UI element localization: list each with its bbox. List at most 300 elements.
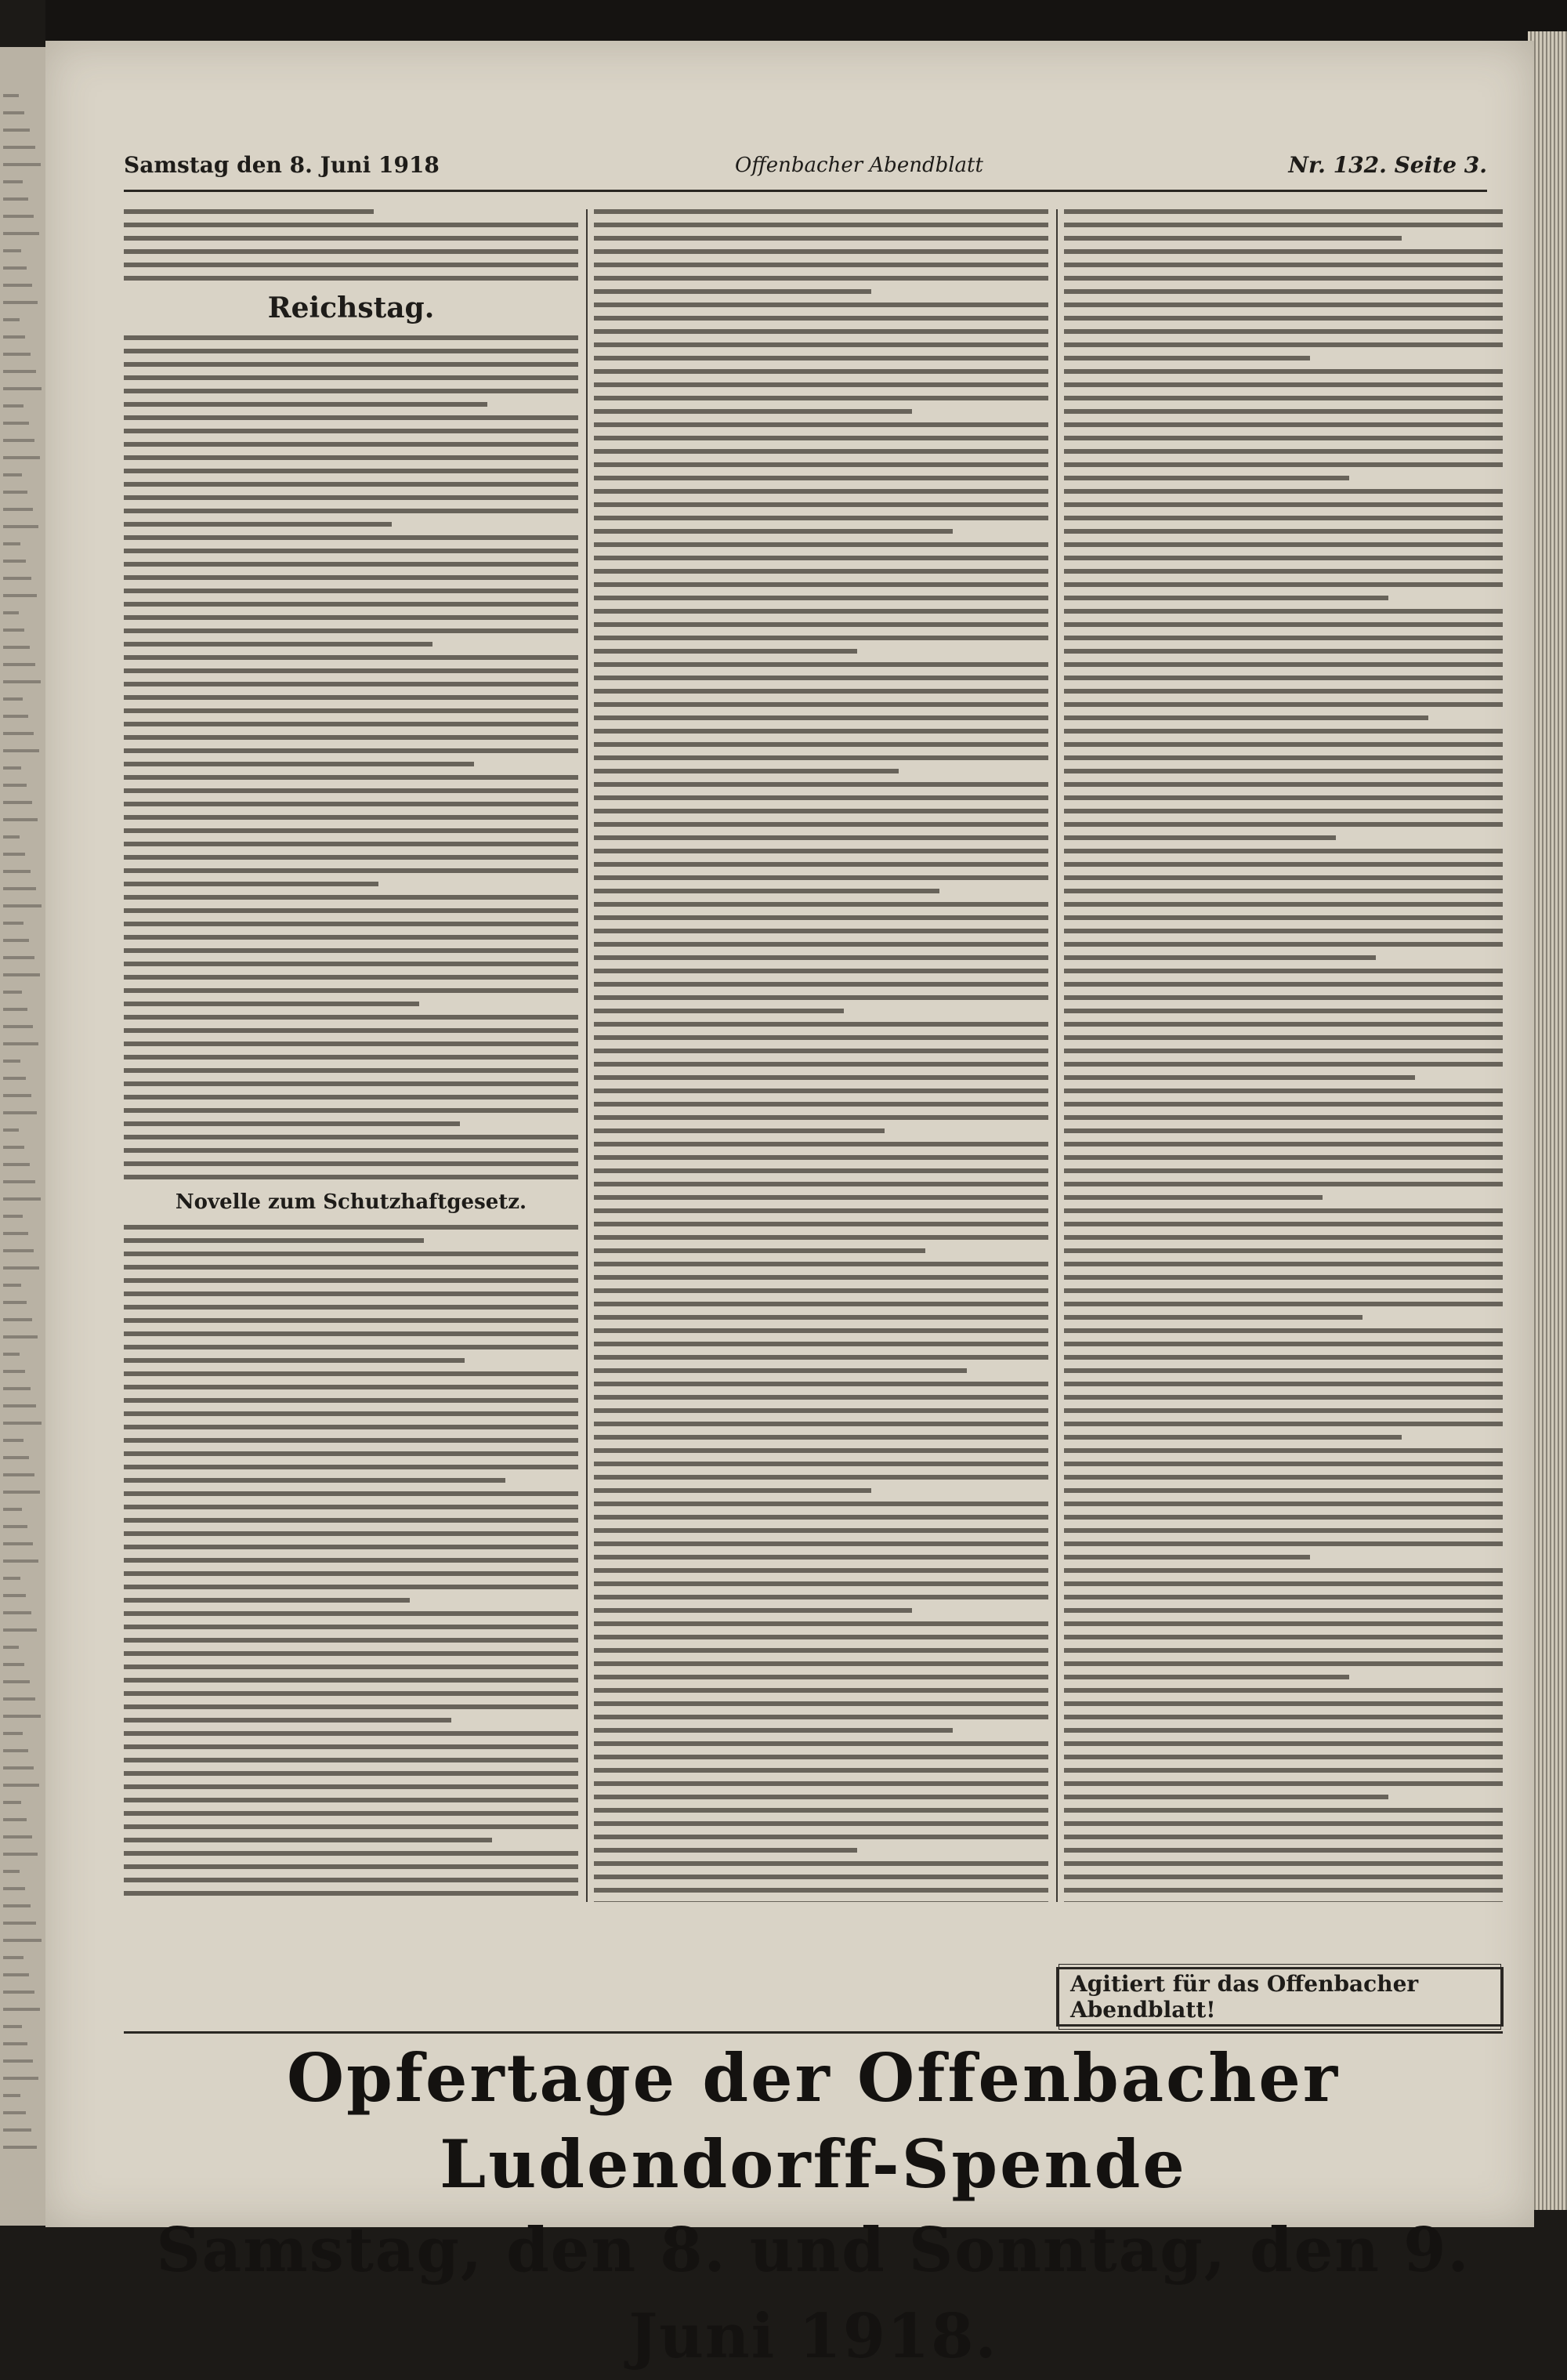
text-line [1064, 942, 1503, 947]
text-line [124, 223, 578, 227]
advert-text: Agitiert für das Offenbacher Abendblatt! [1059, 1964, 1501, 2030]
text-line [594, 1635, 1048, 1639]
text-line [1064, 529, 1503, 534]
text-line [3, 1611, 31, 1614]
text-line [594, 342, 1048, 347]
text-line [594, 1741, 1048, 1746]
text-line [3, 1370, 25, 1373]
text-line [1064, 422, 1503, 427]
text-line [1064, 955, 1376, 960]
text-line [594, 223, 1048, 227]
text-line [594, 1288, 1048, 1293]
text-line [594, 942, 1048, 947]
text-line [124, 1598, 410, 1603]
text-line [124, 442, 578, 447]
text-line [1064, 1009, 1503, 1013]
text-line [594, 889, 939, 893]
text-line [3, 1922, 36, 1925]
text-line [3, 491, 27, 494]
text-line [1064, 1062, 1503, 1067]
text-line [594, 1581, 1048, 1586]
text-line [1064, 1235, 1503, 1240]
text-line [3, 1163, 30, 1166]
header-date: Samstag den 8. Juni 1918 [124, 152, 440, 178]
text-line [124, 788, 578, 793]
text-line [594, 316, 1048, 321]
text-line [3, 1525, 27, 1528]
text-line [594, 995, 1048, 1000]
text-line [124, 1718, 451, 1723]
text-line [3, 1387, 31, 1390]
text-line [594, 795, 1048, 800]
text-line [594, 915, 1048, 920]
text-line [124, 1838, 492, 1842]
text-line [1064, 1741, 1503, 1746]
text-line [124, 1811, 578, 1816]
text-line [124, 349, 578, 353]
text-line [3, 404, 24, 408]
text-line [594, 263, 1048, 267]
text-line [124, 1238, 424, 1243]
scan-top-border [45, 0, 1567, 44]
text-line [1064, 742, 1503, 747]
text-line [1064, 382, 1503, 387]
text-line [594, 1608, 912, 1613]
text-line [124, 1278, 578, 1283]
text-line [3, 2042, 27, 2045]
text-line [124, 695, 578, 700]
text-line [594, 1208, 1048, 1213]
text-line [594, 569, 1048, 574]
text-line [1064, 835, 1336, 840]
text-line [1064, 1648, 1503, 1653]
text-line [594, 489, 1048, 494]
text-line [594, 1688, 1048, 1693]
text-line [594, 1728, 953, 1733]
text-line [124, 1398, 578, 1403]
text-line [594, 742, 1048, 747]
text-line [1064, 929, 1503, 933]
text-line [3, 439, 34, 442]
text-line [3, 1663, 24, 1666]
text-line [3, 1853, 38, 1856]
text-line [1064, 1835, 1503, 1839]
text-line [3, 1335, 38, 1339]
text-line [3, 904, 42, 907]
text-line [1064, 1701, 1503, 1706]
text-line [1064, 542, 1503, 547]
text-line [3, 422, 29, 425]
text-line [124, 1665, 578, 1669]
text-line [1064, 236, 1402, 241]
text-line [594, 516, 1048, 520]
text-line [124, 1558, 578, 1563]
text-line [3, 232, 39, 235]
text-line [124, 1758, 578, 1762]
text-line [124, 1491, 578, 1496]
text-line [124, 276, 578, 281]
text-line [1064, 1115, 1503, 1120]
text-line [1064, 1382, 1503, 1386]
text-line [594, 1528, 1048, 1533]
text-line [594, 476, 1048, 480]
text-line [124, 895, 578, 900]
text-line [594, 382, 1048, 387]
text-line [3, 1939, 42, 1942]
text-line [124, 828, 578, 833]
text-line [124, 209, 374, 214]
text-line [1064, 1049, 1503, 1053]
text-line [124, 988, 578, 993]
text-line [124, 589, 578, 593]
text-line [124, 1744, 578, 1749]
text-line [3, 508, 33, 511]
text-line [594, 676, 1048, 680]
text-line [1064, 795, 1503, 800]
text-line [594, 1222, 1048, 1226]
text-line [124, 1531, 578, 1536]
text-line [1064, 596, 1388, 600]
text-line [1064, 1595, 1503, 1599]
text-line [3, 335, 25, 339]
text-line [1064, 1288, 1503, 1293]
text-line [124, 509, 578, 513]
text-line [3, 1473, 34, 1476]
text-line [1064, 1462, 1503, 1466]
text-line [594, 1342, 1048, 1346]
text-line [594, 729, 1048, 734]
text-line [124, 402, 487, 407]
text-line [594, 396, 1048, 400]
text-line [594, 662, 1048, 667]
text-line [3, 2094, 20, 2097]
header-paper: Offenbacher Abendblatt [735, 154, 983, 177]
text-line [1064, 1075, 1415, 1080]
text-line [594, 502, 1048, 507]
text-line [3, 1904, 31, 1907]
text-line [124, 922, 578, 926]
text-line [3, 939, 29, 942]
text-line [124, 815, 578, 820]
text-line [3, 1697, 35, 1701]
text-line [1064, 902, 1503, 907]
text-line [124, 1055, 578, 1060]
text-line [3, 801, 32, 804]
text-line [594, 1848, 857, 1853]
text-line [124, 1161, 578, 1166]
text-line [3, 1094, 31, 1097]
text-line [594, 289, 871, 294]
text-line [594, 849, 1048, 853]
text-line [124, 802, 578, 806]
column-rule [586, 209, 588, 1902]
text-line [3, 1008, 27, 1011]
text-line [1064, 1502, 1503, 1506]
text-line [3, 577, 31, 580]
text-line [594, 1422, 1048, 1426]
text-line [124, 1305, 578, 1310]
text-line [594, 1089, 1048, 1093]
text-line [594, 1648, 1048, 1653]
text-line [124, 722, 578, 726]
text-line [1064, 1342, 1503, 1346]
text-line [1064, 1661, 1503, 1666]
text-line [3, 1887, 25, 1890]
text-line [594, 542, 1048, 547]
text-line [3, 1559, 38, 1563]
text-line [1064, 409, 1503, 414]
text-line [594, 622, 1048, 627]
text-line [124, 429, 578, 433]
text-line [1064, 1541, 1503, 1546]
text-line [1064, 1795, 1388, 1799]
text-line [594, 702, 1048, 707]
text-line [3, 973, 40, 976]
text-line [594, 1168, 1048, 1173]
text-line [124, 1505, 578, 1509]
text-line [1064, 702, 1503, 707]
text-line [124, 415, 578, 420]
text-line [124, 1148, 578, 1153]
text-line [1064, 1262, 1503, 1266]
text-line [1064, 209, 1503, 214]
text-line [124, 935, 578, 940]
text-line [594, 835, 1048, 840]
text-line [124, 1331, 578, 1336]
text-line [124, 236, 578, 241]
text-line [594, 1888, 1048, 1893]
text-line [594, 1155, 1048, 1160]
text-line [124, 1015, 578, 1020]
text-line [594, 1315, 1048, 1320]
text-line [1064, 1355, 1503, 1360]
text-line [124, 602, 578, 607]
adjacent-page-sliver [0, 47, 49, 2226]
text-line [1064, 969, 1503, 973]
text-line [124, 535, 578, 540]
text-line [3, 1025, 33, 1028]
text-line [594, 809, 1048, 813]
text-line [1064, 809, 1503, 813]
text-line [3, 2008, 40, 2011]
text-line [124, 1585, 578, 1589]
text-line [594, 1541, 1048, 1546]
text-line [594, 1115, 1048, 1120]
text-line [3, 111, 24, 114]
text-line [594, 1435, 1048, 1440]
text-line [3, 542, 20, 545]
text-line [3, 94, 19, 97]
text-line [3, 2077, 38, 2080]
text-line [594, 782, 1048, 787]
text-line [1064, 729, 1503, 734]
text-line [1064, 1128, 1503, 1133]
text-line [124, 1358, 465, 1363]
text-line [1064, 396, 1503, 400]
text-line [1064, 1568, 1503, 1573]
text-line [124, 263, 578, 267]
text-line [3, 1594, 26, 1597]
text-line [1064, 782, 1503, 787]
text-line [594, 529, 953, 534]
text-line [3, 1266, 39, 1270]
text-line [1064, 755, 1503, 760]
text-line [1064, 849, 1503, 853]
text-line [124, 362, 578, 367]
text-line [3, 1215, 23, 1218]
text-line [594, 715, 1048, 720]
text-line [594, 1715, 1048, 1719]
text-line [594, 1861, 1048, 1866]
text-line [1064, 1608, 1503, 1613]
banner-line-1: Opfertage der Offenbacher Ludendorff-Spende [286, 2039, 1341, 2203]
text-line [3, 1766, 34, 1770]
text-line [594, 1302, 1048, 1306]
text-line [124, 562, 578, 567]
text-line [594, 1102, 1048, 1107]
text-line [1064, 1675, 1349, 1679]
text-line [124, 1571, 578, 1576]
text-line [124, 1638, 578, 1643]
text-line [1064, 1768, 1503, 1773]
text-line [594, 1488, 871, 1493]
text-line [3, 197, 28, 201]
banner-ludendorff-spende [124, 2031, 1503, 2372]
text-line [594, 1182, 1048, 1186]
text-line [594, 276, 1048, 281]
text-line [124, 495, 578, 500]
text-line [3, 370, 36, 373]
text-line [124, 735, 578, 740]
text-line [1064, 915, 1503, 920]
text-line [124, 1095, 578, 1099]
text-line [3, 2059, 33, 2063]
text-line [1064, 1515, 1503, 1520]
text-line [124, 668, 578, 673]
text-line [1064, 1208, 1503, 1213]
text-line [594, 1835, 1048, 1839]
text-line [124, 842, 578, 846]
text-line [1064, 223, 1503, 227]
text-line [594, 1262, 1048, 1266]
text-line [124, 1465, 578, 1469]
text-line [594, 369, 1048, 374]
text-line [124, 455, 578, 460]
text-line [3, 1646, 19, 1649]
text-line [594, 1448, 1048, 1453]
heading-novelle: Novelle zum Schutzhaftgesetz. [175, 1190, 527, 1214]
text-line [124, 1252, 578, 1256]
text-line [3, 1801, 21, 1804]
text-line [3, 1180, 35, 1183]
text-line [124, 1798, 578, 1802]
heading-reichstag: Reichstag. [267, 292, 435, 324]
text-line [124, 1691, 578, 1696]
text-line [594, 609, 1048, 614]
text-line [3, 646, 30, 649]
text-line [3, 1818, 27, 1821]
text-line [594, 582, 1048, 587]
text-line [1064, 556, 1503, 560]
advert-box [1056, 1967, 1504, 2027]
text-line [1064, 1888, 1503, 1893]
text-line [124, 1851, 578, 1856]
text-line [1064, 569, 1503, 574]
text-line [1064, 1195, 1323, 1200]
text-line [594, 822, 1048, 827]
text-line [594, 1901, 1048, 1902]
text-line [124, 948, 578, 953]
text-line [124, 1545, 578, 1549]
text-line [594, 1462, 1048, 1466]
text-line [3, 1128, 19, 1132]
text-line [594, 356, 1048, 360]
text-line [124, 762, 474, 766]
text-line [1064, 1901, 1503, 1902]
text-line [594, 1035, 1048, 1040]
text-line [1064, 316, 1503, 321]
text-line [3, 2128, 31, 2132]
text-line [3, 1542, 33, 1545]
text-line [1064, 822, 1503, 827]
text-line [124, 975, 578, 980]
text-line [124, 655, 578, 660]
text-line [594, 1568, 1048, 1573]
text-line [1064, 1821, 1503, 1826]
text-line [3, 249, 21, 252]
text-line [594, 329, 1048, 334]
text-line [1064, 676, 1503, 680]
text-line [1064, 263, 1503, 267]
text-line [3, 2146, 37, 2149]
text-line [594, 982, 1048, 987]
text-line [3, 129, 30, 132]
text-line [594, 249, 1048, 254]
text-line [124, 1704, 578, 1709]
text-line [3, 697, 23, 701]
text-line [3, 1749, 28, 1752]
text-line [3, 2111, 26, 2114]
text-line [594, 1795, 1048, 1799]
text-line [124, 682, 578, 686]
text-line [124, 1291, 578, 1296]
text-line [594, 1781, 1048, 1786]
text-line [1064, 1621, 1503, 1626]
text-line [1064, 1315, 1363, 1320]
text-line [3, 1249, 34, 1252]
text-line [124, 868, 578, 873]
text-line [3, 353, 31, 356]
text-line [594, 902, 1048, 907]
text-line [594, 755, 1048, 760]
header-issue: Nr. 132. Seite 3. [1288, 152, 1487, 178]
text-line [3, 1956, 24, 1959]
text-line [3, 766, 21, 770]
text-line [3, 594, 37, 597]
text-line [594, 1195, 1048, 1200]
text-line [124, 882, 378, 886]
text-line [1064, 342, 1503, 347]
text-line [594, 1075, 1048, 1080]
text-line [124, 1121, 460, 1126]
text-line [1064, 1781, 1503, 1786]
text-line [3, 1284, 21, 1287]
text-line [594, 1395, 1048, 1400]
text-line [3, 1870, 20, 1873]
text-line [594, 1235, 1048, 1240]
text-line [594, 1275, 1048, 1280]
text-column-2 [594, 209, 1048, 1902]
